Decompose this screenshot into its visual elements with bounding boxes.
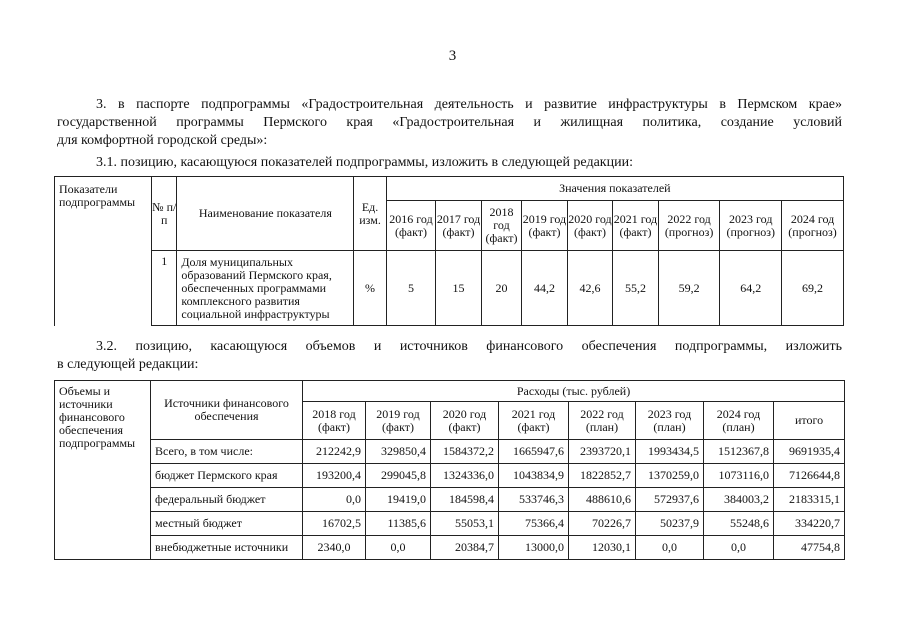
item-3-2-line-1: 3.2. позицию, касающуюся объемов и источников финансового обеспечения подпрограммы, изложить (96, 339, 842, 354)
cell-value: 2183315,1 (774, 488, 845, 512)
cell-value: 1584372,2 (431, 440, 499, 464)
indicator-name-header: Наименование показателя (177, 177, 354, 251)
item-3-line-2: государственной программы Пермского края «Градостроительная и жилищная политика, создание условий (57, 115, 842, 130)
cell-value: 7126644,8 (774, 464, 845, 488)
cell-value: 184598,4 (431, 488, 499, 512)
cell-value: 1073116,0 (704, 464, 774, 488)
total-header: итого (774, 402, 845, 440)
source-label: Всего, в том числе: (151, 440, 303, 464)
cell-value: 212242,9 (303, 440, 366, 464)
year-header-2017: 2017 год (факт) (436, 201, 482, 251)
year-header-2024: 2024 год (прогноз) (782, 201, 844, 251)
cell-value: 0,0 (636, 536, 704, 560)
cell-value: 0,0 (366, 536, 431, 560)
cell-value: 2393720,1 (569, 440, 636, 464)
row-number: 1 (152, 251, 177, 326)
cell-value: 12030,1 (569, 536, 636, 560)
cell-value: 533746,3 (499, 488, 569, 512)
year-header-2020: 2020 год (факт) (431, 402, 499, 440)
cell-value: 2340,0 (303, 536, 366, 560)
item-3-2-line-2: в следующей редакции: (57, 357, 199, 372)
cell-value: 55053,1 (431, 512, 499, 536)
volumes-sources-header: Объемы и источники финансового обеспечения подпрограммы (55, 381, 151, 560)
indicators-header: Показатели подпрограммы (55, 177, 152, 326)
table-row (55, 440, 845, 464)
cell-value: 0,0 (303, 488, 366, 512)
cell-value: 1370259,0 (636, 464, 704, 488)
cell-value: 1665947,6 (499, 440, 569, 464)
year-header-2022: 2022 год (прогноз) (658, 201, 720, 251)
source-label: внебюджетные источники (151, 536, 303, 560)
year-header-2024: 2024 год (план) (704, 402, 774, 440)
cell-value: 193200,4 (303, 464, 366, 488)
sources-header: Источники финансового обеспечения (151, 381, 303, 440)
cell-value: 334220,7 (774, 512, 845, 536)
table-row (55, 536, 845, 560)
indicator-values-header: Значения показателей (386, 177, 843, 201)
cell-value: 50237,9 (636, 512, 704, 536)
year-header-2023: 2023 год (прогноз) (720, 201, 782, 251)
cell-value: 16702,5 (303, 512, 366, 536)
indicator-unit: % (354, 251, 386, 326)
source-label: местный бюджет (151, 512, 303, 536)
cell-value: 55248,6 (704, 512, 774, 536)
cell-value: 47754,8 (774, 536, 845, 560)
cell-value: 1822852,7 (569, 464, 636, 488)
year-header-2019: 2019 год (факт) (366, 402, 431, 440)
year-header-2019: 2019 год (факт) (522, 201, 568, 251)
value-2018: 20 (481, 251, 521, 326)
indicator-name: Доля муниципальных образований Пермского края, обеспеченных программами комплексного развития социальной инфраструктуры (177, 251, 354, 326)
cell-value: 19419,0 (366, 488, 431, 512)
year-header-2021: 2021 год (факт) (499, 402, 569, 440)
cell-value: 488610,6 (569, 488, 636, 512)
cell-value: 1512367,8 (704, 440, 774, 464)
year-header-2022: 2022 год (план) (569, 402, 636, 440)
cell-value: 70226,7 (569, 512, 636, 536)
value-2022: 59,2 (658, 251, 720, 326)
value-2020: 42,6 (567, 251, 613, 326)
item-3-line-3: для комфортной городской среды»: (57, 133, 268, 148)
value-2023: 64,2 (720, 251, 782, 326)
year-header-2020: 2020 год (факт) (567, 201, 613, 251)
cell-value: 1993434,5 (636, 440, 704, 464)
expenses-header: Расходы (тыс. рублей) (303, 381, 845, 402)
financing-table (54, 380, 845, 560)
value-2021: 55,2 (613, 251, 659, 326)
table-row (55, 464, 845, 488)
cell-value: 572937,6 (636, 488, 704, 512)
cell-value: 9691935,4 (774, 440, 845, 464)
cell-value: 0,0 (704, 536, 774, 560)
source-label: бюджет Пермского края (151, 464, 303, 488)
value-2024: 69,2 (782, 251, 844, 326)
year-header-2023: 2023 год (план) (636, 402, 704, 440)
cell-value: 20384,7 (431, 536, 499, 560)
item-3-line-1: 3. в паспорте подпрограммы «Градостроительная деятельность и развитие инфраструктуры в Пермском крае» (96, 97, 842, 112)
cell-value: 299045,8 (366, 464, 431, 488)
number-header: № п/п (152, 177, 177, 251)
year-header-2016: 2016 год (факт) (386, 201, 436, 251)
source-label: федеральный бюджет (151, 488, 303, 512)
year-header-2018: 2018 год (факт) (303, 402, 366, 440)
cell-value: 75366,4 (499, 512, 569, 536)
value-2019: 44,2 (522, 251, 568, 326)
table-row (55, 488, 845, 512)
year-header-2018: 2018 год (факт) (481, 201, 521, 251)
cell-value: 1043834,9 (499, 464, 569, 488)
cell-value: 11385,6 (366, 512, 431, 536)
unit-header: Ед. изм. (354, 177, 386, 251)
indicators-table (54, 176, 844, 326)
value-2016: 5 (386, 251, 436, 326)
year-header-2021: 2021 год (факт) (613, 201, 659, 251)
cell-value: 329850,4 (366, 440, 431, 464)
item-3-1-text: 3.1. позицию, касающуюся показателей подпрограммы, изложить в следующей редакции: (96, 155, 633, 170)
value-2017: 15 (436, 251, 482, 326)
cell-value: 13000,0 (499, 536, 569, 560)
cell-value: 384003,2 (704, 488, 774, 512)
page-number: 3 (448, 48, 457, 64)
table-row (55, 512, 845, 536)
cell-value: 1324336,0 (431, 464, 499, 488)
